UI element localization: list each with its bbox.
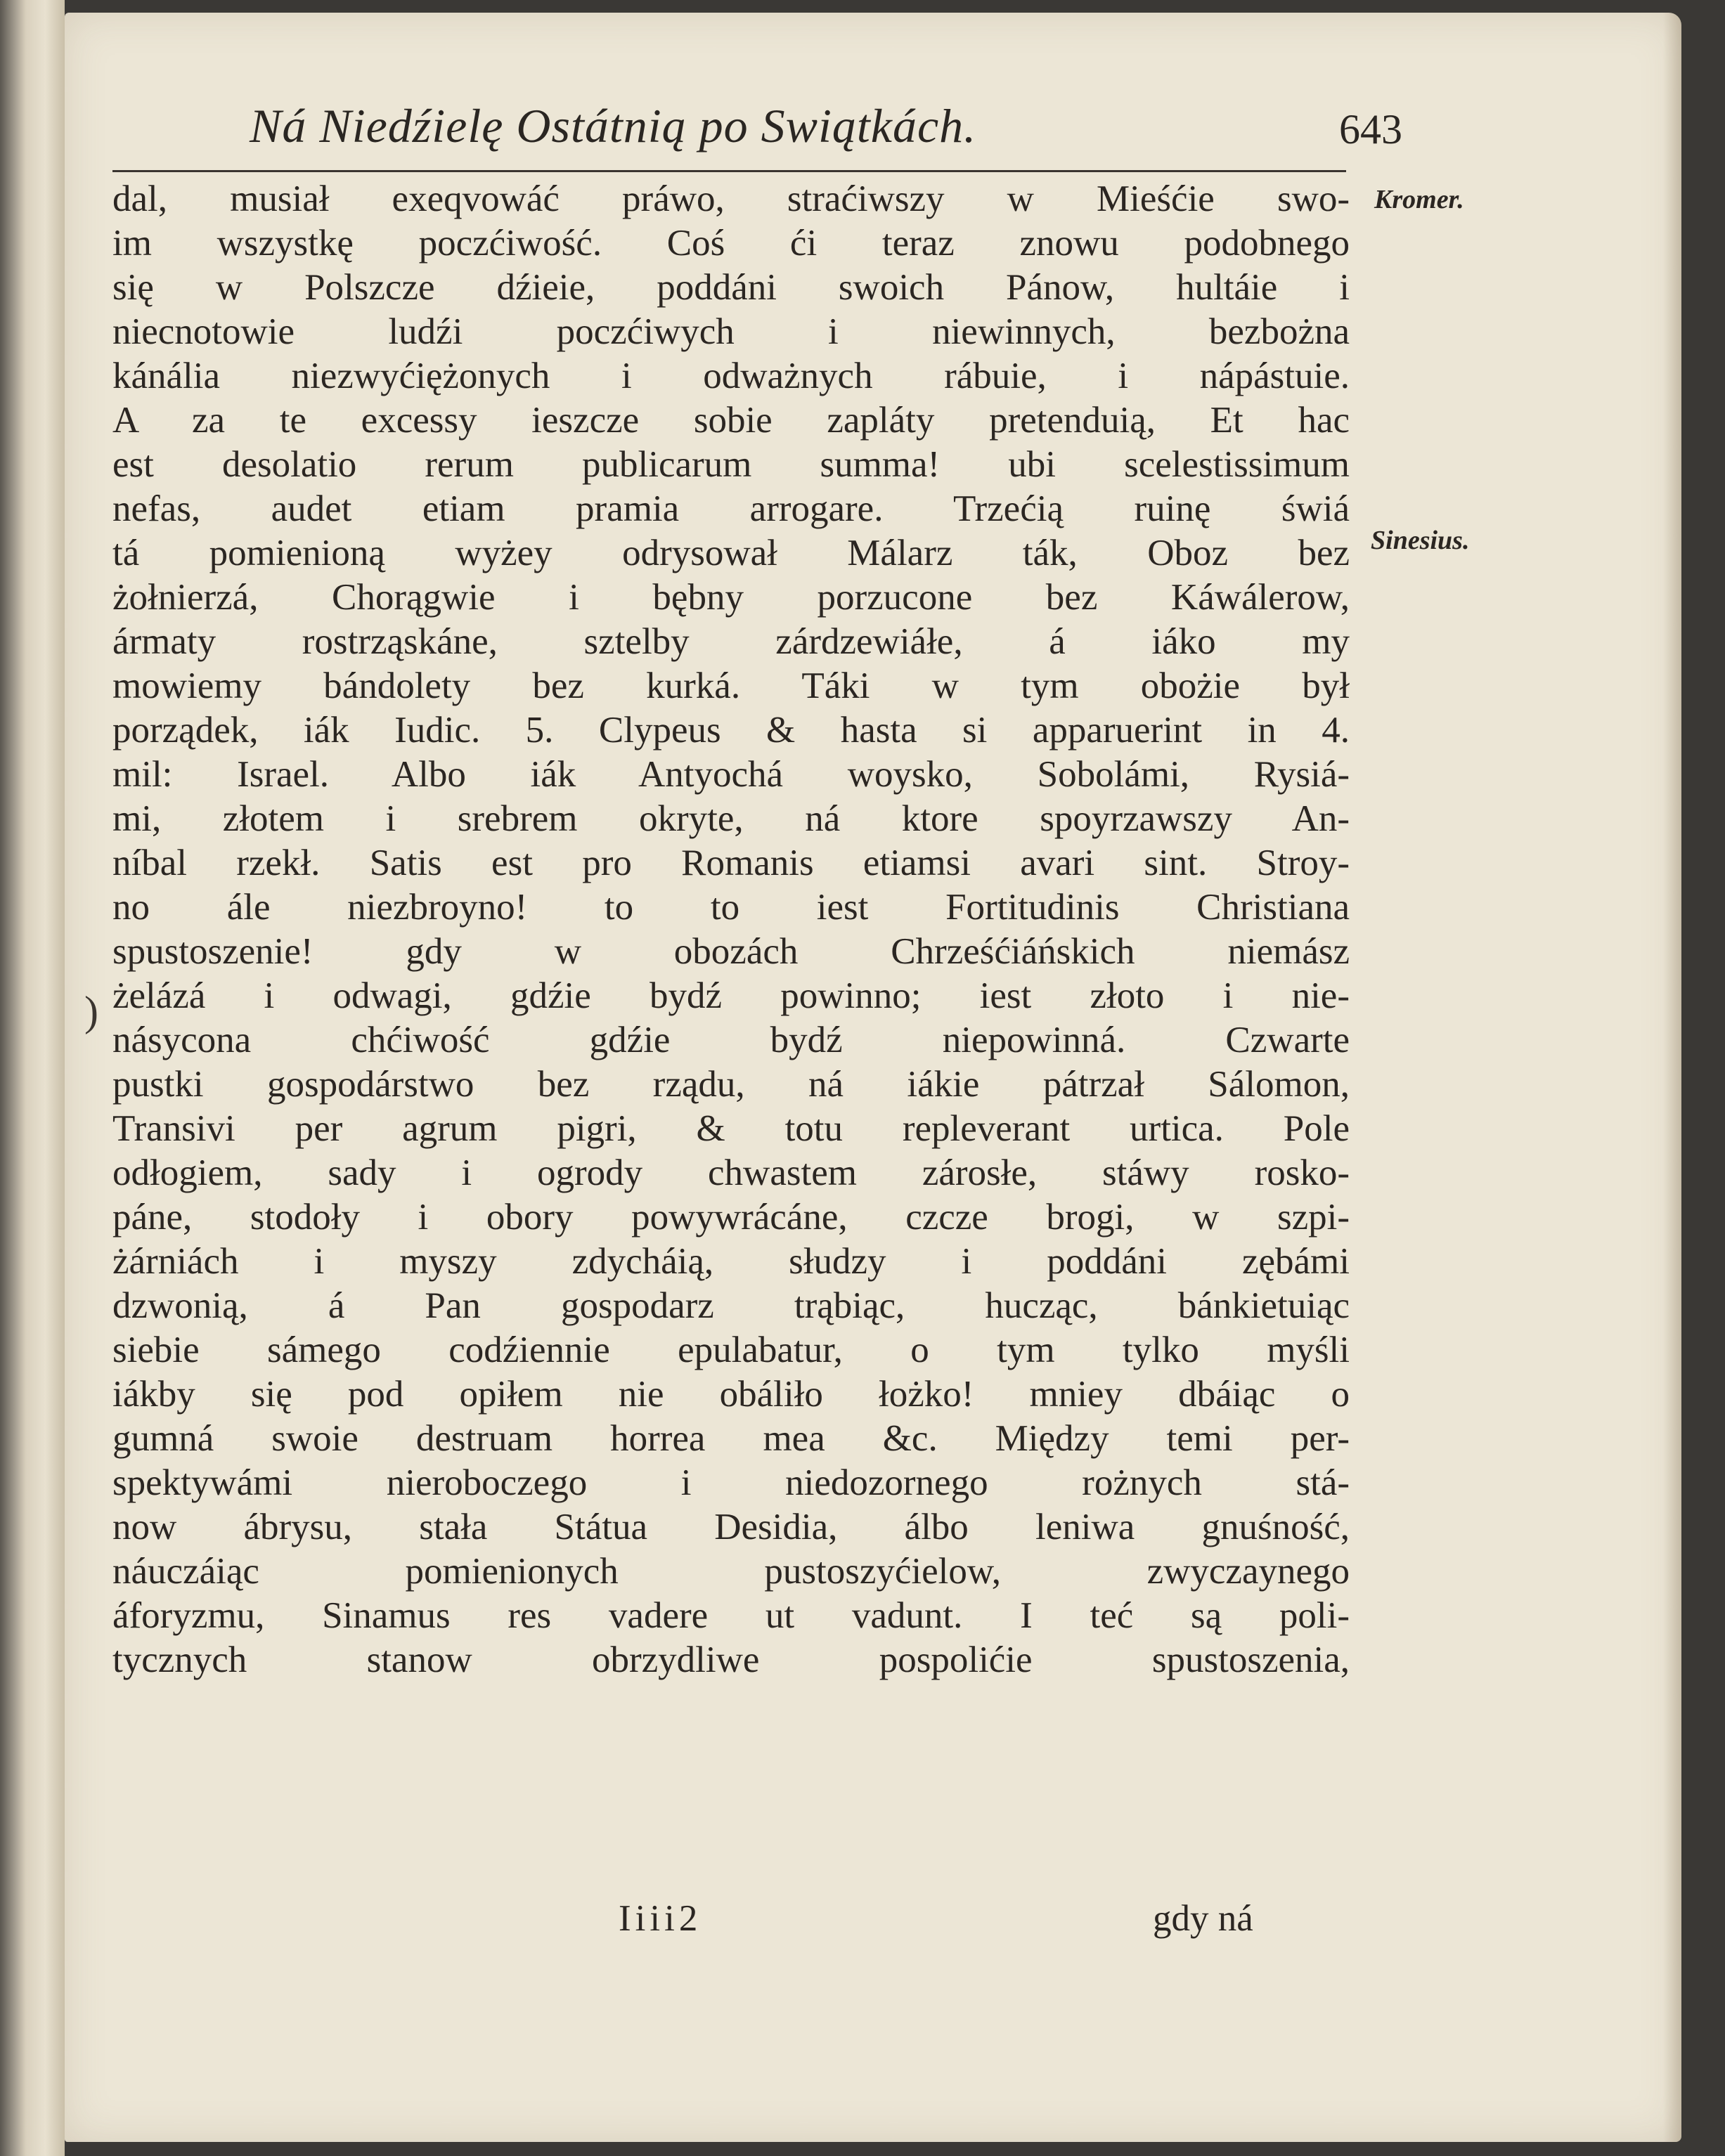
text-line: mi, złotem i srebrem okryte, ná ktore spoyrzawszy An- — [112, 798, 1350, 839]
text-line: pustki gospodárstwo bez rządu, ná iákie pátrzał Sálomon, — [112, 1064, 1350, 1105]
text-line: iákby się pod opiłem nie obáliło łożko! mniey dbáiąc o — [112, 1374, 1350, 1415]
book-binding-edge — [0, 0, 65, 2156]
running-title: Ná Niedźielę Ostátnią po Swiątkách. — [250, 99, 977, 152]
text-line: ármaty rostrząskáne, sztelby zárdzewiáłe, á iáko my — [112, 621, 1350, 662]
page-number: 643 — [1339, 106, 1402, 152]
text-line: páne, stodoły i obory powywrácáne, czcze brogi, w szpi- — [112, 1197, 1350, 1238]
text-line: násycona chćiwość gdźie bydź niepowinná. Czwarte — [112, 1020, 1350, 1060]
text-line: áforyzmu, Sinamus res vadere ut vadunt. I teć są poli- — [112, 1595, 1350, 1636]
text-line: kánália niezwyćiężonych i odważnych rábuie, i nápástuie. — [112, 356, 1350, 396]
text-line: żelázá i odwagi, gdźie bydź powinno; iest złoto i nie- — [112, 975, 1350, 1016]
text-line: níbal rzekł. Satis est pro Romanis etiamsi avari sint. Stroy- — [112, 843, 1350, 883]
text-line: mil: Israel. Albo iák Antyochá woysko, Sobolámi, Rysiá- — [112, 754, 1350, 795]
body-text — [112, 177, 1350, 1682]
header-rule — [112, 170, 1346, 172]
text-line: Transivi per agrum pigri, & totu repleverant urtica. Pole — [112, 1108, 1350, 1149]
text-line: porządek, iák Iudic. 5. Clypeus & hasta si apparuerint in 4. — [112, 710, 1350, 751]
text-line: dal, musiał exeqvowáć práwo, straćiwszy w Mieśćie swo- — [112, 178, 1350, 219]
text-line: now ábrysu, stała Státua Desidia, álbo leniwa gnuśność, — [112, 1507, 1350, 1547]
text-line: siebie sámego codźiennie epulabatur, o tym tylko myśli — [112, 1330, 1350, 1370]
margin-bracket-mark: ) — [84, 988, 98, 1034]
text-line: spustoszenie! gdy w obozách Chrześćiáńskich niemász — [112, 931, 1350, 972]
text-line: gumná swoie destruam horrea mea &c. Między temi per- — [112, 1418, 1350, 1459]
text-line: spektywámi nieroboczego i niedozornego rożnych stá- — [112, 1462, 1350, 1503]
text-line: est desolatio rerum publicarum summa! ubi scelestissimum — [112, 444, 1350, 485]
text-line: nefas, audet etiam pramia arrogare. Trzećią ruinę świá — [112, 488, 1350, 529]
catchword: gdy ná — [1153, 1898, 1253, 1939]
text-line: no ále niezbroyno! to to iest Fortitudinis Christiana — [112, 887, 1350, 928]
text-line: niecnotowie ludźi poczćiwych i niewinnych, bezbożna — [112, 311, 1350, 352]
text-line: mowiemy bándolety bez kurká. Táki w tym obożie był — [112, 665, 1350, 706]
text-line: tycznych stanow obrzydliwe pospolićie spustoszenia, — [112, 1639, 1350, 1680]
text-line: się w Polszcze dźieie, poddáni swoich Pánow, hultáie i — [112, 267, 1350, 308]
text-line: żołnierzá, Chorągwie i bębny porzucone bez Káwálerow, — [112, 577, 1350, 618]
text-line: odłogiem, sady i ogrody chwastem zárosłe, stáwy rosko- — [112, 1152, 1350, 1193]
text-line: im wszystkę poczćiwość. Coś ći teraz znowu podobnego — [112, 223, 1350, 264]
margin-note-sinesius: Sinesius. — [1371, 526, 1470, 555]
text-line: tá pomienioną wyżey odrysował Málarz ták, Oboz bez — [112, 533, 1350, 573]
margin-note-kromer: Kromer. — [1374, 185, 1464, 214]
text-line: náuczáiąc pomienionych pustoszyćielow, zwyczaynego — [112, 1551, 1350, 1592]
text-line: dzwonią, á Pan gospodarz trąbiąc, hucząc, bánkietuiąc — [112, 1285, 1350, 1326]
signature-mark: Iiii2 — [619, 1898, 702, 1939]
text-line: A za te excessy ieszcze sobie zapláty pretenduią, Et hac — [112, 400, 1350, 441]
text-line: żárniách i myszy zdycháią, słudzy i poddáni zębámi — [112, 1241, 1350, 1282]
page-edge-shadow — [1663, 13, 1681, 2142]
